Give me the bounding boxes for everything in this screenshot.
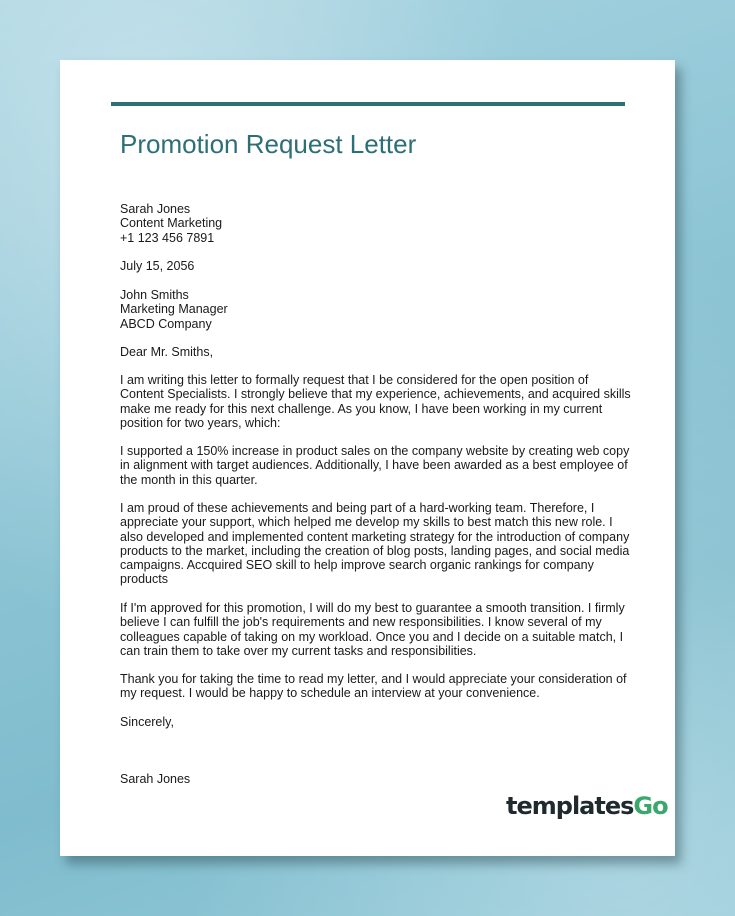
paragraph-line: can train them to take over my current tasks and responsibilities.: [120, 643, 477, 658]
paragraph-line: products: [120, 572, 168, 587]
signature-name: Sarah Jones: [120, 772, 191, 786]
paragraph-line: If I'm approved for this promotion, I will do my best to guarantee a smooth transition. I firmly: [120, 601, 625, 615]
closing-block: [120, 715, 620, 729]
paragraph-line: in alignment with target audiences. Additionally, I have been awarded as a best employee of: [120, 458, 628, 473]
date-block: [120, 259, 620, 273]
paragraph-line: believe I can fulfill the job's requirements and new responsibilities. I know several of my: [120, 615, 602, 630]
paragraph-line: I supported a 150% increase in product sales on the company website by creating web copy: [120, 444, 630, 458]
paragraph-line: the month in this quarter.: [120, 472, 258, 487]
paragraph-line: position for two years, which:: [120, 415, 281, 430]
paragraph-line: my request. I would be happy to schedule an interview at your convenience.: [120, 686, 540, 701]
sender-phone: +1 123 456 7891: [120, 230, 215, 245]
paragraph-4: [120, 601, 625, 658]
sender-name: Sarah Jones: [120, 202, 191, 216]
paragraph-line: colleagues capable of taking on my workload. Once you and I decide on a suitable match, I: [120, 629, 624, 644]
logo-text-templates: templates: [506, 792, 634, 820]
paragraph-2: [120, 444, 630, 487]
paragraph-3: [120, 501, 630, 587]
paragraph-line: campaigns. Accquired SEO skill to help improve search organic rankings for company: [120, 558, 594, 573]
sender-department: Content Marketing: [120, 216, 223, 231]
recipient-company: ABCD Company: [120, 316, 212, 331]
recipient-name: John Smiths: [120, 288, 189, 302]
signature-block: [120, 772, 620, 786]
recipient-title: Marketing Manager: [120, 302, 228, 317]
letter-date: July 15, 2056: [120, 259, 195, 273]
paragraph-line: Content Specialists. I strongly believe that my experience, achievements, and acquired skills: [120, 387, 631, 402]
recipient-block: [120, 288, 620, 331]
paragraph-line: make me ready for this next challenge. As you know, I have been working in my current: [120, 401, 603, 416]
closing: Sincerely,: [120, 715, 174, 729]
templatesgo-logo: [506, 792, 668, 820]
paragraph-line: products to the market, including the creation of blog posts, landing pages, and social media: [120, 543, 630, 558]
page-title: Promotion Request Letter: [120, 129, 417, 159]
paragraph-5: [120, 672, 627, 701]
salutation-block: [120, 345, 620, 359]
paragraph-line: I am writing this letter to formally request that I be considered for the open position of: [120, 373, 589, 387]
logo-text-go: Go: [633, 792, 668, 820]
header-rule: [111, 102, 625, 106]
salutation: Dear Mr. Smiths,: [120, 345, 214, 359]
paragraph-line: Thank you for taking the time to read my letter, and I would appreciate your consideration of: [120, 672, 627, 686]
paragraph-line: appreciate your support, which helped me develop my skills to best match this new role. I: [120, 515, 613, 530]
letter-page: [60, 60, 675, 856]
paragraph-1: [120, 373, 631, 430]
paragraph-line: I am proud of these achievements and being part of a hard-working team. Therefore, I: [120, 501, 595, 515]
sender-block: [120, 202, 620, 245]
paragraph-line: also developed and implemented content marketing strategy for the introduction of company: [120, 529, 630, 544]
